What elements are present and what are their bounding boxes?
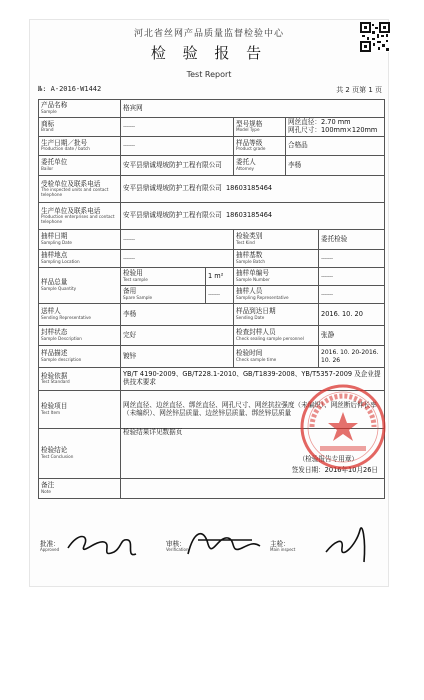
- page-count: 共 2 页第 1 页: [336, 86, 382, 94]
- product-name-value: 格宾网: [123, 103, 143, 112]
- label-cell: 抽样基数 Sample Batch: [234, 250, 319, 268]
- value-cell: -------: [319, 286, 385, 304]
- test-standard-value: YB/T 4190-2009、GB/T228.1-2010、GB/T1839-2008、YB/T5357-2009 及企业提供技术要求: [123, 370, 381, 386]
- approved-label: 批准： Approved: [40, 540, 60, 552]
- label-cell: 抽样人员 Sampling Representative: [234, 286, 319, 304]
- value-cell: -------: [319, 250, 385, 268]
- center-name: 河北省丝网产品质量监督检验中心: [133, 29, 284, 39]
- inspector-label: 主检： Main inspect: [270, 540, 296, 552]
- value-cell: 张静: [319, 326, 385, 346]
- value-cell: -------: [121, 137, 234, 156]
- table-row: [39, 268, 385, 286]
- value-cell: 李杨: [286, 156, 385, 176]
- header-line: [38, 85, 382, 97]
- signature-area: [38, 518, 384, 578]
- value-cell: [121, 156, 234, 176]
- label-cell: 生产日期／批号 Production date / batch: [39, 137, 121, 156]
- label-cell: 封样状态 Sample Description: [39, 326, 121, 346]
- label-cell: 检验时间 Check sample time: [234, 346, 319, 368]
- report-sheet: [30, 20, 388, 586]
- table-row: [39, 203, 385, 230]
- value-cell: 安平县鼎诚堤坡防护工程有限公司 18603185464: [121, 203, 385, 230]
- label-cell: 送样人 Sending Representative: [39, 304, 121, 326]
- value-cell: -------: [121, 230, 234, 250]
- value-cell: -------: [206, 286, 234, 304]
- table-row: [39, 304, 385, 326]
- table-row: [39, 230, 385, 250]
- mesh-size-value: 网孔尺寸：100mm×120mm: [288, 126, 378, 134]
- value-cell: -------: [319, 268, 385, 286]
- table-row: [39, 479, 385, 499]
- bailor-value: 安平县鼎诚堤坡防护工程有限公司: [123, 160, 222, 169]
- table-row: [39, 100, 385, 118]
- value-cell: 安平县鼎诚堤坡防护工程有限公司 18603185464: [121, 176, 385, 203]
- label-cell: 抽样地点 Sampling Location: [39, 250, 121, 268]
- label-cell: 抽样单编号 Sample Number: [234, 268, 319, 286]
- report-number: №: A-2016-W1442: [38, 85, 102, 93]
- stamp-note: （检验报告专用章）: [298, 455, 359, 464]
- table-row: [39, 346, 385, 368]
- label-cell: 检查封样人员 Check sealing sample personnel: [234, 326, 319, 346]
- label-cell: 样品总量 Sample Quantity: [39, 268, 121, 304]
- value-cell: 李杨: [121, 304, 234, 326]
- report-title: 检 验 报 告: [150, 44, 268, 62]
- issue-date: 签发日期：2016年10月26日: [291, 466, 379, 475]
- label-cell: 备用 Spare Sample: [121, 286, 206, 304]
- handwritten-signatures: [38, 518, 384, 578]
- production-phone: 18603185464: [225, 211, 273, 220]
- value-cell: 镀锌: [121, 346, 234, 368]
- label-cell: 产品名称 Sample: [39, 100, 121, 118]
- wire-diameter-value: 网丝直径：2.70 mm: [288, 118, 351, 127]
- table-row: [39, 137, 385, 156]
- inspected-phone: 18603185464: [225, 184, 273, 193]
- label-cell: 生产单位及联系电话 Production enterprises and contact telephone: [39, 203, 121, 230]
- label-cell: 备注 Note: [39, 479, 121, 499]
- label-cell: 检验依据 Test Standard: [39, 368, 121, 391]
- value-cell: 合格品: [286, 137, 385, 156]
- label-cell: 委托单位 Bailor: [39, 156, 121, 176]
- value-cell: -------: [121, 118, 234, 137]
- label-cell: 样品到达日期 Sending Date: [234, 304, 319, 326]
- label-cell: 商标 Brand: [39, 118, 121, 137]
- official-seal-icon: [298, 382, 388, 472]
- label-cell: 抽样日期 Sampling Date: [39, 230, 121, 250]
- table-row: [39, 250, 385, 268]
- label-cell: 检验类别 Test Kind: [234, 230, 319, 250]
- qr-code-icon: [360, 22, 390, 52]
- verified-label: 审核： Verification: [166, 540, 189, 552]
- label-cell: 受检单位及联系电话 The inspected units and contact telephone: [39, 176, 121, 203]
- value-cell: 完好: [121, 326, 234, 346]
- label-cell: 委托人 Attorney: [234, 156, 286, 176]
- value-cell: 1 m²: [206, 268, 234, 286]
- table-row: [39, 176, 385, 203]
- label-cell: 型号规格 Model Type: [234, 118, 286, 137]
- label-cell: 样品描述 Sample description: [39, 346, 121, 368]
- value-cell: 2016. 10. 20: [319, 304, 385, 326]
- value-cell: 2016. 10. 20-2016. 10. 26: [319, 346, 385, 368]
- label-cell: 检验用 Test sample: [121, 268, 206, 286]
- report-title-en: Test Report: [186, 70, 232, 79]
- value-cell: 委托检验: [319, 230, 385, 250]
- value-cell: [286, 118, 385, 137]
- value-cell: [121, 100, 385, 118]
- label-cell: 检验结论 Test Conclusion: [39, 429, 121, 479]
- label-cell: 检验项目 Test Item: [39, 391, 121, 429]
- table-row: [39, 326, 385, 346]
- value-cell: [121, 479, 385, 499]
- table-row: [39, 118, 385, 137]
- test-item-value: 网丝直径、边丝直径、绑丝直径、网孔尺寸、网丝抗拉强度（未编织）、网丝断后伸长率（未编织）、网丝锌层质量、边丝锌层质量、绑丝锌层质量: [123, 400, 377, 417]
- label-cell: 样品等级 Product grade: [234, 137, 286, 156]
- value-cell: -------: [121, 250, 234, 268]
- conclusion-value: 检验结果详见数据页: [123, 428, 183, 436]
- table-row: [39, 156, 385, 176]
